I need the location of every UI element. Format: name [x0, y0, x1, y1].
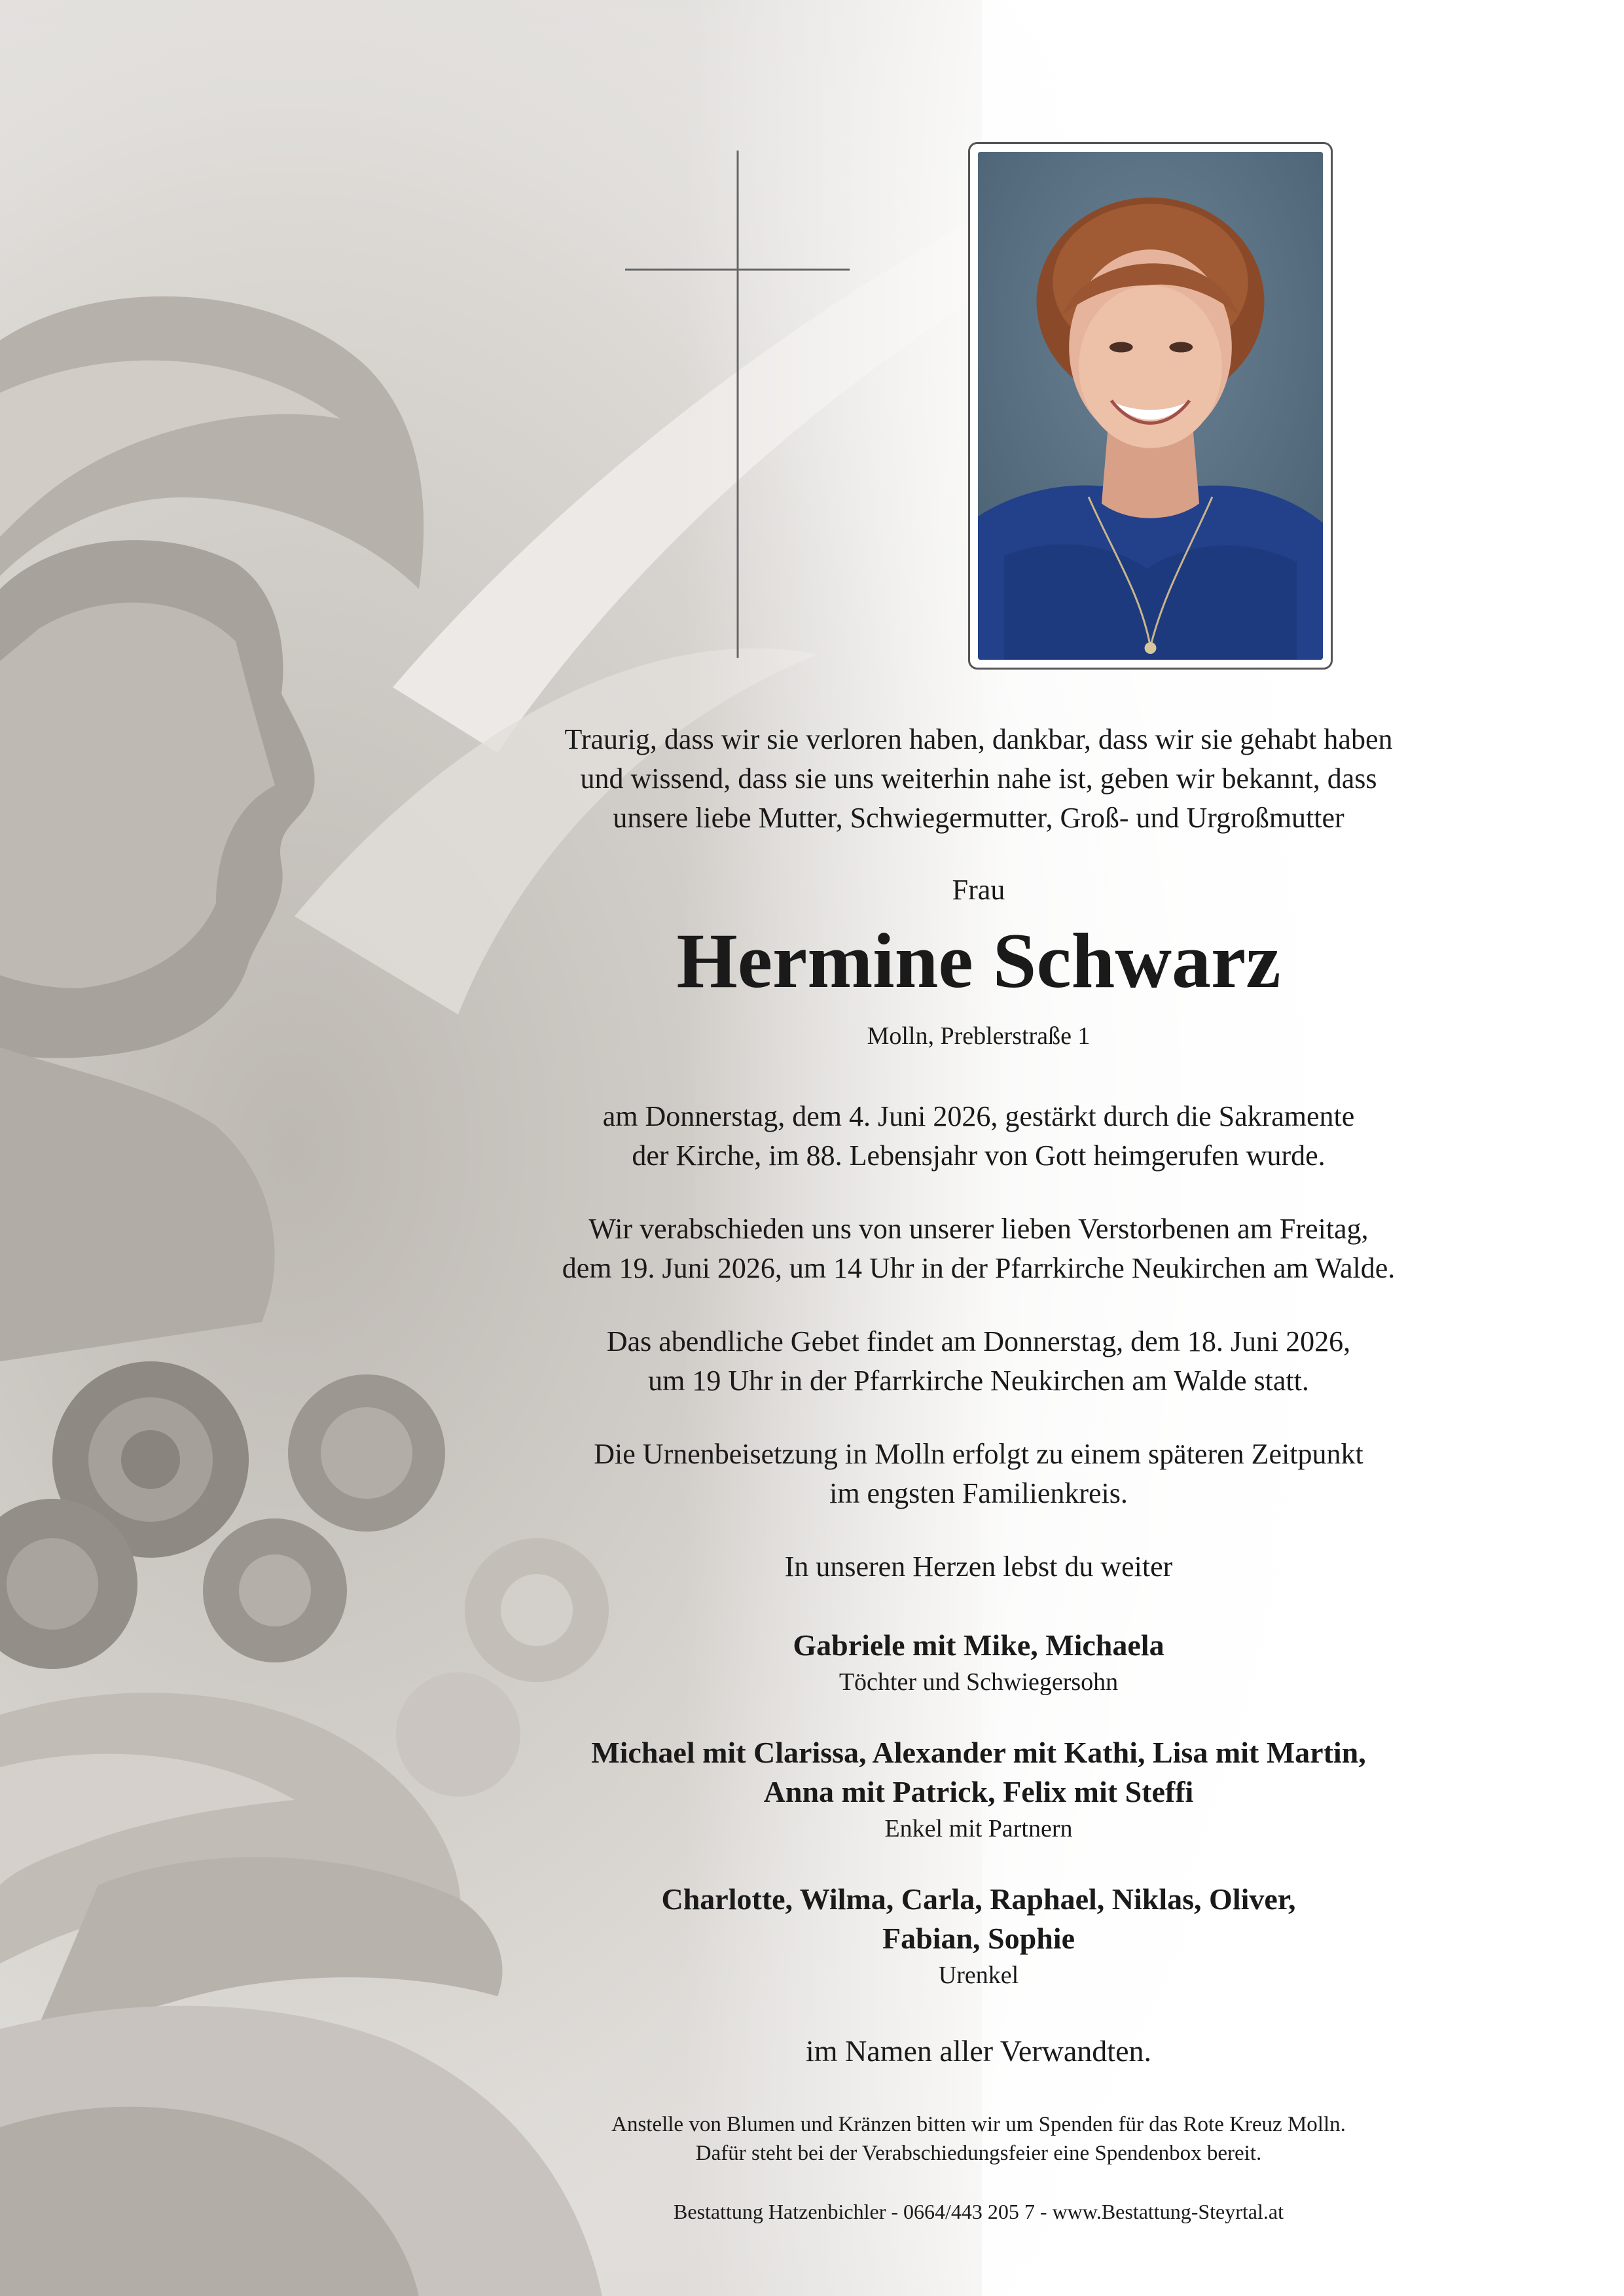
motto: In unseren Herzen lebst du weiter [784, 1551, 1173, 1583]
obituary-text [511, 720, 1447, 2246]
funeral-home-footer: Bestattung Hatzenbichler - 0664/443 205 7 - www.Bestattung-Steyrtal.at [674, 2200, 1284, 2223]
family-great-grandchildren [511, 1880, 1447, 1992]
family-daughters [511, 1626, 1447, 1699]
intro-line: Traurig, dass wir sie verloren haben, dankbar, dass wir sie gehabt haben [564, 723, 1393, 755]
intro-paragraph [511, 720, 1447, 838]
salutation: Frau [952, 874, 1005, 906]
death-paragraph [511, 1097, 1447, 1175]
prayer-line: um 19 Uhr in der Pfarrkirche Neukirchen am Walde statt. [648, 1365, 1309, 1397]
urn-line: im engsten Familienkreis. [829, 1477, 1128, 1509]
family-names: Fabian, Sophie [882, 1922, 1075, 1955]
portrait-photo [978, 152, 1323, 660]
death-line: am Donnerstag, dem 4. Juni 2026, gestärkt durch die Sakramente [602, 1100, 1355, 1132]
intro-line: unsere liebe Mutter, Schwiegermutter, Groß- und Urgroßmutter [613, 802, 1344, 834]
deceased-name: Hermine Schwarz [676, 917, 1281, 1004]
prayer-paragraph [511, 1322, 1447, 1401]
family-names: Charlotte, Wilma, Carla, Raphael, Niklas, Oliver, [661, 1882, 1296, 1916]
urn-paragraph [511, 1435, 1447, 1513]
family-relation: Urenkel [938, 1962, 1019, 1989]
note-line: Anstelle von Blumen und Kränzen bitten wir um Spenden für das Rote Kreuz Molln. [611, 2113, 1346, 2136]
closing-line: im Namen aller Verwandten. [806, 2034, 1151, 2068]
family-names: Anna mit Patrick, Felix mit Steffi [763, 1775, 1194, 1808]
donation-note [511, 2110, 1447, 2168]
family-names: Michael mit Clarissa, Alexander mit Kathi, Lisa mit Martin, [591, 1736, 1366, 1769]
family-names: Gabriele mit Mike, Michaela [793, 1628, 1164, 1662]
family-relation: Töchter und Schwiegersohn [839, 1668, 1119, 1696]
farewell-paragraph [511, 1210, 1447, 1288]
urn-line: Die Urnenbeisetzung in Molln erfolgt zu einem späteren Zeitpunkt [594, 1438, 1363, 1470]
farewell-line: Wir verabschieden uns von unserer lieben Verstorbenen am Freitag, [588, 1213, 1369, 1245]
deceased-address: Molln, Preblerstraße 1 [867, 1022, 1091, 1050]
death-line: der Kirche, im 88. Lebensjahr von Gott heimgerufen wurde. [632, 1139, 1326, 1172]
family-grandchildren [511, 1733, 1447, 1846]
farewell-line: dem 19. Juni 2026, um 14 Uhr in der Pfarrkirche Neukirchen am Walde. [562, 1252, 1396, 1284]
portrait-photo-frame [968, 142, 1333, 670]
note-line: Dafür steht bei der Verabschiedungsfeier eine Spendenbox bereit. [695, 2142, 1262, 2165]
prayer-line: Das abendliche Gebet findet am Donnerstag, dem 18. Juni 2026, [606, 1325, 1351, 1357]
family-relation: Enkel mit Partnern [884, 1815, 1073, 1842]
intro-line: und wissend, dass sie uns weiterhin nahe ist, geben wir bekannt, dass [580, 762, 1377, 795]
